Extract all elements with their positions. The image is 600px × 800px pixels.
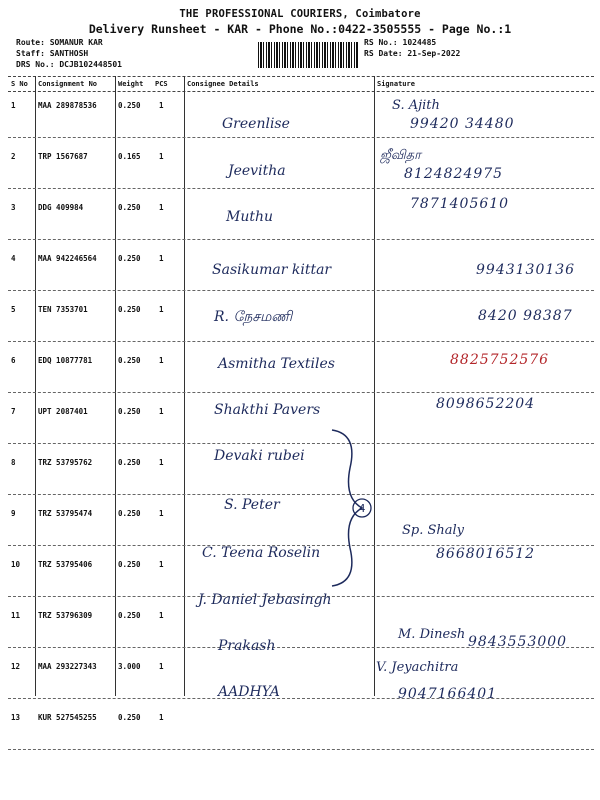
pcs-value: 1 [159, 305, 164, 314]
weight-value: 0.250 [118, 356, 141, 365]
row-divider [8, 137, 594, 138]
weight-value: 0.250 [118, 611, 141, 620]
runsheet-meta-right [364, 37, 460, 59]
consignment-number: TRZ 53796309 [38, 611, 93, 620]
receiver-phone: 9943130136 [476, 262, 576, 278]
receiver-phone: 9843553000 [468, 634, 568, 650]
rs-number: RS No.: 1024485 [364, 38, 437, 47]
bracket-annotation [328, 428, 364, 588]
pcs-value: 1 [159, 203, 164, 212]
row-sno: 1 [11, 101, 16, 110]
receiver-signature: S. Ajith [392, 98, 440, 113]
pcs-value: 1 [159, 713, 164, 722]
col-header-pcs: PCS [155, 80, 168, 88]
page-title: THE PROFESSIONAL COURIERS, Coimbatore [179, 8, 421, 20]
pcs-value: 1 [159, 407, 164, 416]
col-header-sno: S No [11, 80, 28, 88]
runsheet-meta-left [16, 37, 122, 70]
weight-value: 0.250 [118, 407, 141, 416]
pcs-value: 1 [159, 611, 164, 620]
receiver-phone: 8825752576 [450, 352, 550, 368]
receiver-signature: Sp. Shaly [402, 523, 465, 538]
pcs-value: 1 [159, 509, 164, 518]
receiver-phone: 9047166401 [398, 686, 498, 702]
col-header-consignment: Consignment No [38, 80, 98, 88]
row-sno: 8 [11, 458, 16, 467]
weight-value: 0.165 [118, 152, 141, 161]
row-divider [8, 443, 594, 444]
col-header-signature: Signature [377, 80, 415, 88]
consignee-name: Asmitha Textiles [218, 356, 335, 372]
pcs-value: 1 [159, 356, 164, 365]
annotation-count: 4 [358, 502, 366, 515]
row-sno: 2 [11, 152, 16, 161]
consignment-number: MAA 289878536 [38, 101, 97, 110]
consignment-number: UPT 2087401 [38, 407, 88, 416]
consignment-number: EDQ 10877781 [38, 356, 93, 365]
row-divider [8, 239, 594, 240]
row-sno: 9 [11, 509, 16, 518]
row-divider [8, 698, 594, 699]
weight-value: 0.250 [118, 713, 141, 722]
consignee-name: C. Teena Roselin [202, 545, 321, 561]
drs-label: DRS No.: DCJB102448501 [16, 60, 122, 69]
table-top-rule [8, 76, 594, 77]
row-sno: 12 [11, 662, 21, 671]
consignment-number: TRZ 53795474 [38, 509, 93, 518]
receiver-phone: 8668016512 [436, 546, 536, 562]
row-divider [8, 341, 594, 342]
weight-value: 0.250 [118, 305, 141, 314]
weight-value: 0.250 [118, 560, 141, 569]
pcs-value: 1 [159, 254, 164, 263]
pcs-value: 1 [159, 101, 164, 110]
weight-value: 0.250 [118, 509, 141, 518]
staff-label: Staff: SANTHOSH [16, 49, 89, 58]
row-sno: 6 [11, 356, 16, 365]
row-sno: 13 [11, 713, 21, 722]
table-row [8, 653, 594, 699]
col-header-consignee: Consignee Details [187, 80, 259, 88]
receiver-signature: ஜீவிதா [380, 148, 421, 163]
receiver-phone: 99420 34480 [410, 116, 515, 132]
consignment-number: KUR 527545255 [38, 713, 97, 722]
row-divider [8, 494, 594, 495]
receiver-signature: M. Dinesh [398, 627, 466, 642]
pcs-value: 1 [159, 458, 164, 467]
row-divider [8, 749, 594, 750]
consignment-number: MAA 293227343 [38, 662, 97, 671]
table-row [8, 500, 594, 546]
table-row [8, 143, 594, 189]
table-row [8, 704, 594, 750]
row-divider [8, 392, 594, 393]
row-divider [8, 188, 594, 189]
row-sno: 5 [11, 305, 16, 314]
consignee-name: Devaki rubei [214, 448, 305, 464]
weight-value: 0.250 [118, 203, 141, 212]
consignment-number: DDG 409984 [38, 203, 84, 212]
weight-value: 0.250 [118, 458, 141, 467]
consignee-name: J. Daniel Jebasingh [198, 592, 332, 608]
rs-date: RS Date: 21-Sep-2022 [364, 49, 461, 58]
pcs-value: 1 [159, 560, 164, 569]
consignee-name: Greenlise [222, 116, 290, 132]
row-sno: 10 [11, 560, 21, 569]
receiver-phone: 8420 98387 [478, 308, 573, 324]
page-subtitle: Delivery Runsheet - KAR - Phone No.:0422-3505555 - Page No.:1 [88, 22, 512, 36]
consignee-name: Jeevitha [228, 163, 286, 179]
receiver-phone: 7871405610 [410, 196, 510, 212]
barcode-image [258, 42, 358, 68]
receiver-phone: 8124824975 [404, 166, 504, 182]
consignment-number: TEN 7353701 [38, 305, 88, 314]
consignment-number: TRZ 53795406 [38, 560, 93, 569]
consignee-name: Shakthi Pavers [214, 402, 321, 418]
row-sno: 3 [11, 203, 16, 212]
pcs-value: 1 [159, 152, 164, 161]
pcs-value: 1 [159, 662, 164, 671]
col-header-weight: Weight [118, 80, 144, 88]
consignee-name: Prakash [218, 638, 276, 654]
consignee-name: S. Peter [224, 497, 280, 513]
weight-value: 3.000 [118, 662, 141, 671]
consignment-number: TRZ 53795762 [38, 458, 93, 467]
route-label: Route: SOMANUR KAR [16, 38, 103, 47]
consignee-name: Muthu [226, 209, 274, 225]
consignee-name: R. நேசமணி [214, 309, 293, 325]
consignee-name: Sasikumar kittar [212, 262, 332, 278]
row-sno: 4 [11, 254, 16, 263]
consignee-name: AADHYA [218, 684, 280, 700]
weight-value: 0.250 [118, 101, 141, 110]
consignment-number: TRP 1567687 [38, 152, 88, 161]
row-divider [8, 290, 594, 291]
weight-value: 0.250 [118, 254, 141, 263]
consignment-number: MAA 942246564 [38, 254, 97, 263]
receiver-signature: V. Jeyachitra [376, 660, 459, 675]
row-sno: 11 [11, 611, 21, 620]
receiver-phone: 8098652204 [436, 396, 536, 412]
row-sno: 7 [11, 407, 16, 416]
